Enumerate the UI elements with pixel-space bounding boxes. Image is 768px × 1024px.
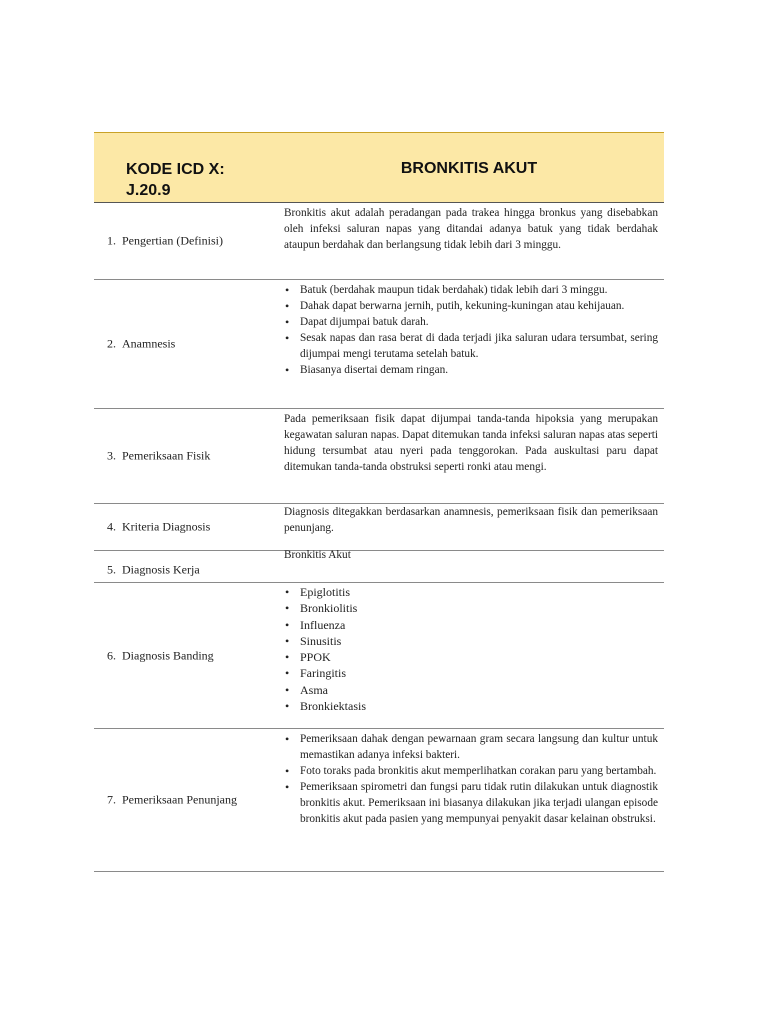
working-diagnosis-text: Bronkitis Akut <box>284 549 351 561</box>
document-title: BRONKITIS AKUT <box>400 160 538 177</box>
list-item: • Sesak napas dan rasa berat di dada terjadi jika saluran udara tersumbat, sering dijumpai mengi terutama setelah batuk. <box>284 330 658 362</box>
row-content <box>284 731 658 827</box>
icd-code-label: KODE ICD X: <box>126 161 225 178</box>
supporting-exam-list <box>284 731 658 827</box>
table-row-diagnosis-criteria <box>94 504 664 551</box>
list-item: • Biasanya disertai demam ringan. <box>284 362 658 378</box>
list-item: • Influenza <box>284 617 658 633</box>
row-label-text: Pemeriksaan Fisik <box>122 448 211 463</box>
list-item: • Pemeriksaan spirometri dan fungsi paru tidak rutin dilakukan untuk diagnostik bronkitis akut. Pemeriksaan ini biasanya dilakukan jika terjadi ulangan episode bronkitis akut pada pasien yang mempunyai penyakit dasar kelainan obstruksi. <box>284 779 658 827</box>
physical-exam-text: Pada pemeriksaan fisik dapat dijumpai tanda-tanda hipoksia yang merupakan kegawatan saluran napas. Dapat ditemukan tanda infeksi saluran napas atas seperti hidung tersumbat atau nyeri pada tenggorokan. Pada auskultasi paru dapat ditemukan tanda-tanda obstruksi seperti ronki atau mengi. <box>284 413 658 473</box>
anamnesis-list <box>284 282 658 378</box>
row-label-text: Pengertian (Definisi) <box>122 233 223 248</box>
table-header <box>94 132 664 203</box>
list-item: • Bronkiektasis <box>284 698 658 714</box>
row-label <box>94 449 280 464</box>
row-number: 3. <box>107 448 116 463</box>
row-number: 6. <box>107 648 116 662</box>
row-label-text: Pemeriksaan Penunjang <box>122 792 237 807</box>
row-label <box>94 563 280 578</box>
clinical-guideline-table <box>94 132 664 872</box>
list-item: • Dahak dapat berwarna jernih, putih, kekuning-kuningan atau kehijauan. <box>284 298 658 314</box>
row-label-text: Diagnosis Banding <box>122 648 214 662</box>
row-label <box>94 337 280 352</box>
list-item: • Pemeriksaan dahak dengan pewarnaan gram secara langsung dan kultur untuk memastikan adanya infeksi bakteri. <box>284 731 658 763</box>
list-item: • Faringitis <box>284 665 658 681</box>
row-content <box>284 547 658 563</box>
differential-diagnosis-list <box>284 584 658 714</box>
row-number: 2. <box>107 336 116 351</box>
row-content <box>284 205 658 253</box>
row-number: 4. <box>107 519 116 534</box>
list-item: • Foto toraks pada bronkitis akut memperlihatkan corakan paru yang bertambah. <box>284 763 658 779</box>
table-row-physical-exam <box>94 409 664 504</box>
table-row-supporting-exam <box>94 729 664 872</box>
row-content <box>284 411 658 475</box>
list-item: • Sinusitis <box>284 633 658 649</box>
list-item: • Epiglotitis <box>284 584 658 600</box>
row-number: 1. <box>107 233 116 248</box>
row-label <box>94 793 280 808</box>
list-item: • Dapat dijumpai batuk darah. <box>284 314 658 330</box>
row-label-text: Kriteria Diagnosis <box>122 519 211 534</box>
row-number: 5. <box>107 562 116 577</box>
row-label-text: Diagnosis Kerja <box>122 562 200 577</box>
row-content <box>284 282 658 378</box>
list-item: • PPOK <box>284 649 658 665</box>
diagnosis-criteria-text: Diagnosis ditegakkan berdasarkan anamnesis, pemeriksaan fisik dan pemeriksaan penunjang. <box>284 506 658 534</box>
list-item: • Asma <box>284 682 658 698</box>
icd-code-cell <box>126 159 225 201</box>
row-content <box>284 584 658 714</box>
table-row-anamnesis <box>94 280 664 409</box>
icd-code-value: J.20.9 <box>126 182 171 199</box>
list-item: • Bronkiolitis <box>284 600 658 616</box>
row-label <box>94 648 280 663</box>
row-label <box>94 234 280 249</box>
row-content <box>284 504 658 536</box>
definition-text: Bronkitis akut adalah peradangan pada trakea hingga bronkus yang disebabkan oleh infeksi saluran napas yang ditandai adanya batuk yang tidak berdahak ataupun berdahak dan berlangsung tidak lebih dari 3 minggu. <box>284 207 658 251</box>
table-row-definition <box>94 203 664 280</box>
table-row-working-diagnosis <box>94 551 664 583</box>
row-label <box>94 520 280 535</box>
list-item: • Batuk (berdahak maupun tidak berdahak) tidak lebih dari 3 minggu. <box>284 282 658 298</box>
table-row-differential-diagnosis <box>94 583 664 729</box>
row-number: 7. <box>107 792 116 807</box>
row-label-text: Anamnesis <box>122 336 176 351</box>
